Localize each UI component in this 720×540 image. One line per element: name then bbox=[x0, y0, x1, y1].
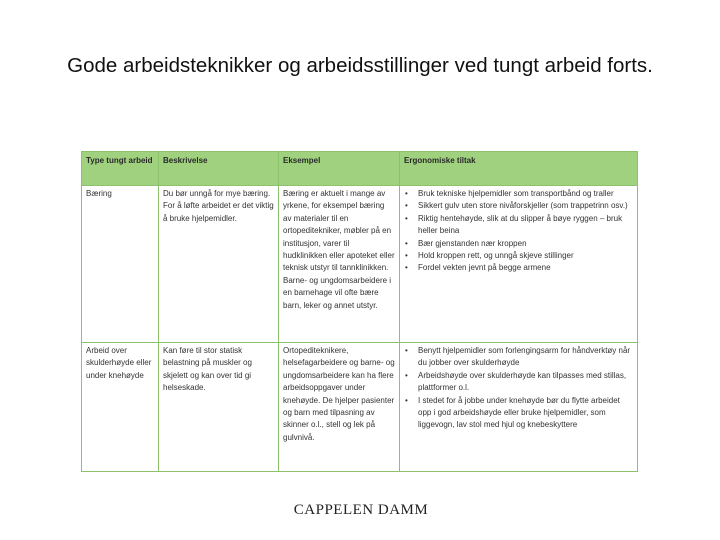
ergonomics-table bbox=[81, 151, 638, 472]
publisher-logo: CAPPELEN DAMM bbox=[293, 502, 429, 518]
list-item: • Benytt hjelpemidler som forlengingsarm for håndverktøy når du jobber over skulderhøyde bbox=[404, 345, 633, 370]
list-item: • Sikkert gulv uten store nivåforskjeller (som trappetrinn osv.) bbox=[404, 200, 633, 212]
list-item: • Bær gjenstanden nær kroppen bbox=[404, 238, 633, 250]
table-row bbox=[82, 186, 638, 343]
cell-measures bbox=[400, 186, 638, 343]
slide-title: Gode arbeidsteknikker og arbeidsstillinger ved tungt arbeid forts. bbox=[67, 54, 653, 77]
table-header-row bbox=[82, 152, 638, 186]
cell-example: Ortopediteknikere, helsefagarbeidere og barne- og ungdomsarbeidere kan ha flere arbeidsoppgaver under knehøyde. De hjelper pasienter og barn med tilpasning av skinner o.l., stell og lek på gulvnivå. bbox=[279, 343, 400, 472]
list-item: • I stedet for å jobbe under knehøyde bør du flytte arbeidet opp i god arbeidshøyde eller bruke hjelpemidler, som liggevogn, lav stol med hjul og knebeskyttere bbox=[404, 395, 633, 432]
header-measures: Ergonomiske tiltak bbox=[400, 152, 638, 186]
table-row bbox=[82, 343, 638, 472]
cell-description: Du bør unngå for mye bæring. For å løfte arbeidet er det viktig å bruke hjelpemidler. bbox=[159, 186, 279, 343]
cell-measures bbox=[400, 343, 638, 472]
cell-description: Kan føre til stor statisk belastning på muskler og skjelett og kan over tid gi helseskade. bbox=[159, 343, 279, 472]
list-item: • Fordel vekten jevnt på begge armene bbox=[404, 262, 633, 274]
cell-example: Bæring er aktuelt i mange av yrkene, for eksempel bæring av materialer til en ortopeditekniker, møbler på en institusjon, varer til hudklinikken eller apoteket eller teknisk utstyr til tannklinikken. Barne- og ungdomsarbeidere i en barnehage vil ofte bære barn, leker og annet utstyr. bbox=[279, 186, 400, 343]
header-description: Beskrivelse bbox=[159, 152, 279, 186]
measures-list bbox=[404, 188, 633, 275]
list-item: • Bruk tekniske hjelpemidler som transportbånd og traller bbox=[404, 188, 633, 200]
cell-type: Arbeid over skulderhøyde eller under knehøyde bbox=[82, 343, 159, 472]
cell-type: Bæring bbox=[82, 186, 159, 343]
measures-list bbox=[404, 345, 633, 432]
header-example: Eksempel bbox=[279, 152, 400, 186]
list-item: • Riktig hentehøyde, slik at du slipper å bøye ryggen – bruk heller beina bbox=[404, 213, 633, 238]
list-item: • Arbeidshøyde over skulderhøyde kan tilpasses med stillas, plattformer o.l. bbox=[404, 370, 633, 395]
list-item: • Hold kroppen rett, og unngå skjeve stillinger bbox=[404, 250, 633, 262]
header-type: Type tungt arbeid bbox=[82, 152, 159, 186]
